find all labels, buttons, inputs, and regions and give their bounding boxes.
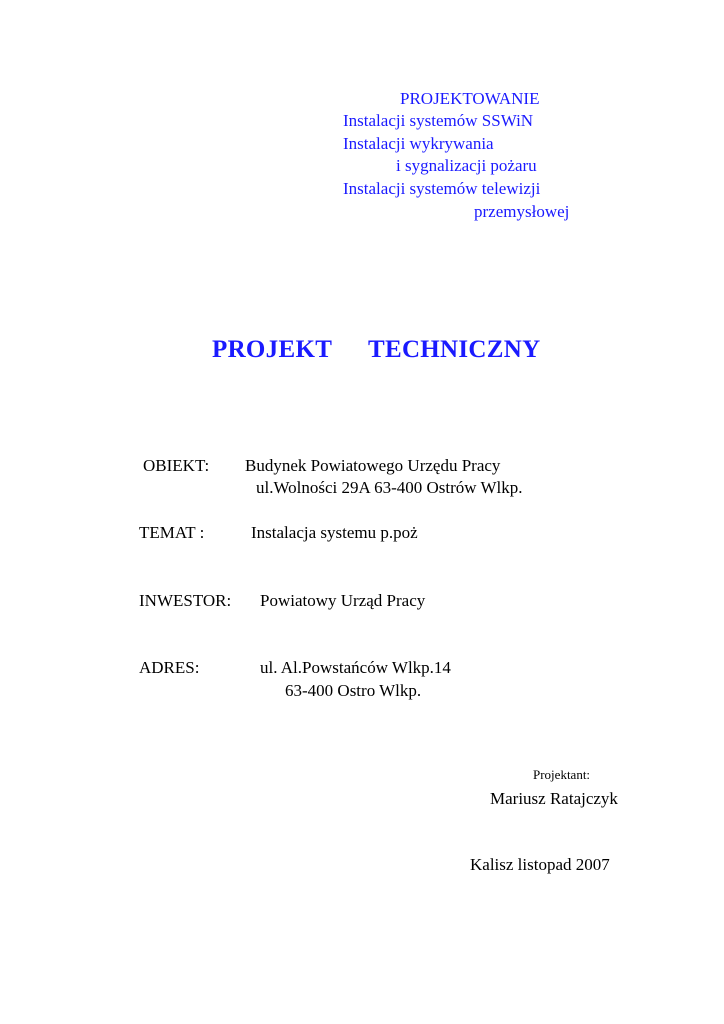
title-word-projekt: PROJEKT [212,336,333,363]
adres-label: ADRES: [139,658,200,677]
obiekt-value-line2: ul.Wolności 29A 63-400 Ostrów Wlkp. [256,478,523,497]
services-heading: PROJEKTOWANIE [400,89,540,108]
temat-label: TEMAT : [139,523,205,542]
title-word-techniczny: TECHNICZNY [368,336,541,363]
obiekt-value-line1: Budynek Powiatowego Urzędu Pracy [245,456,501,475]
services-line-detection: Instalacji wykrywania [343,134,494,153]
adres-value-line2: 63-400 Ostro Wlkp. [285,681,422,700]
services-line-industrial: przemysłowej [474,202,570,221]
obiekt-label: OBIEKT: [143,456,210,475]
services-line-fire-alarm: i sygnalizacji pożaru [396,156,537,175]
services-line-sswin: Instalacji systemów SSWiN [343,111,534,130]
designer-label: Projektant: [533,767,591,782]
place-and-date: Kalisz listopad 2007 [470,855,610,874]
inwestor-value: Powiatowy Urząd Pracy [260,591,426,610]
inwestor-label: INWESTOR: [139,591,232,610]
designer-name: Mariusz Ratajczyk [490,789,618,808]
adres-value-line1: ul. Al.Powstańców Wlkp.14 [260,658,451,677]
services-line-cctv: Instalacji systemów telewizji [343,179,541,198]
temat-value: Instalacja systemu p.poż [251,523,418,542]
